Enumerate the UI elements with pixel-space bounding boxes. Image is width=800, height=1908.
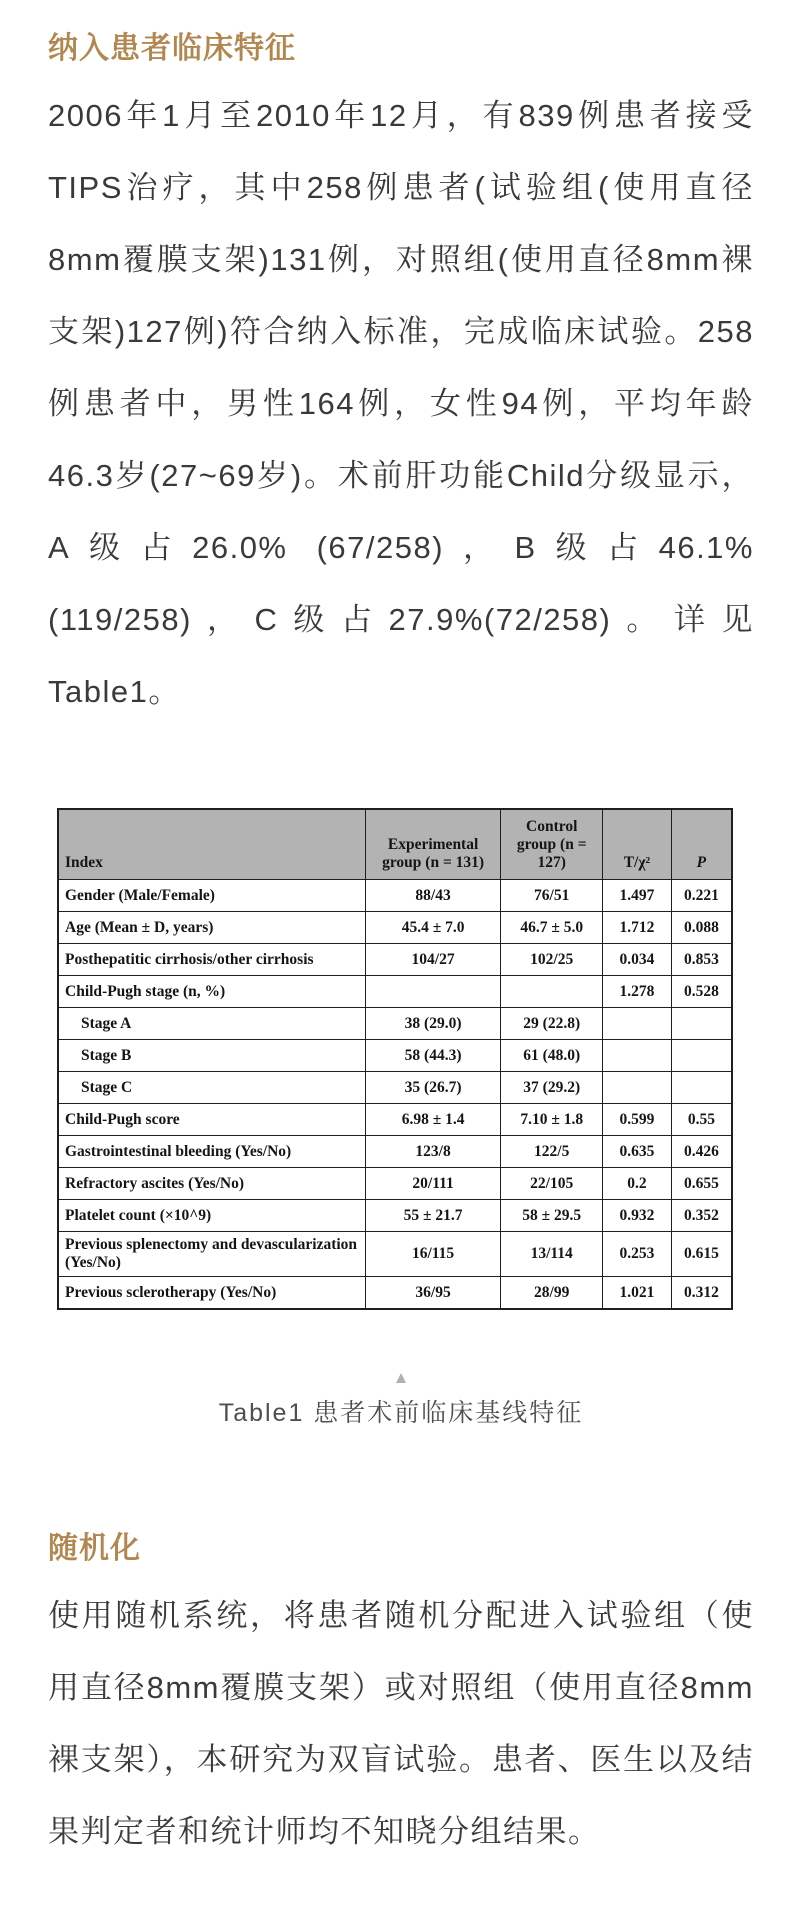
cell-t: 0.599 [603, 1104, 672, 1136]
cell-index: Stage A [58, 1008, 365, 1040]
cell-p: 0.528 [671, 976, 732, 1008]
cell-p [671, 1072, 732, 1104]
cell-t: 1.278 [603, 976, 672, 1008]
header-t-chi2: T/χ² [603, 809, 672, 880]
cell-p [671, 1008, 732, 1040]
table-row [58, 1008, 732, 1040]
table-row [58, 944, 732, 976]
cell-exp: 36/95 [365, 1277, 500, 1310]
clinical-table-container [57, 808, 754, 1310]
header-index: Index [58, 809, 365, 880]
cell-exp: 123/8 [365, 1136, 500, 1168]
cell-index: Child-Pugh score [58, 1104, 365, 1136]
randomization-paragraph: 使用随机系统，将患者随机分配进入试验组（使用直径8mm覆膜支架）或对照组（使用直径8mm裸支架），本研究为双盲试验。患者、医生以及结果判定者和统计师均不知晓分组结果。 [48, 1598, 754, 1849]
table-row [58, 1040, 732, 1072]
header-experimental-group: Experimental group (n = 131) [365, 809, 500, 880]
cell-t: 0.2 [603, 1168, 672, 1200]
cell-ctrl: 13/114 [501, 1232, 603, 1277]
randomization-section [48, 1530, 754, 1868]
cell-exp: 88/43 [365, 880, 500, 912]
cell-exp [365, 976, 500, 1008]
table-caption: Table1 患者术前临床基线特征 [218, 1399, 584, 1427]
table-header-row [58, 809, 732, 880]
cell-p: 0.655 [671, 1168, 732, 1200]
cell-ctrl: 58 ± 29.5 [501, 1200, 603, 1232]
cell-p: 0.221 [671, 880, 732, 912]
cell-exp: 38 (29.0) [365, 1008, 500, 1040]
table-row [58, 880, 732, 912]
cell-index: Refractory ascites (Yes/No) [58, 1168, 365, 1200]
cell-p: 0.088 [671, 912, 732, 944]
cell-ctrl: 76/51 [501, 880, 603, 912]
header-control-group: Control group (n = 127) [501, 809, 603, 880]
header-p-value: P [671, 809, 732, 880]
cell-t: 1.497 [603, 880, 672, 912]
cell-index: Platelet count (×10^9) [58, 1200, 365, 1232]
cell-t: 0.635 [603, 1136, 672, 1168]
cell-exp: 20/111 [365, 1168, 500, 1200]
cell-p: 0.853 [671, 944, 732, 976]
cell-p: 0.55 [671, 1104, 732, 1136]
cell-p: 0.352 [671, 1200, 732, 1232]
cell-ctrl: 29 (22.8) [501, 1008, 603, 1040]
cell-exp: 55 ± 21.7 [365, 1200, 500, 1232]
section-heading-randomization: 随机化 [48, 1532, 141, 1565]
cell-t: 0.932 [603, 1200, 672, 1232]
table-row [58, 1136, 732, 1168]
inclusion-paragraph: 2006年1月至2010年12月，有839例患者接受TIPS治疗，其中258例患者(试验组(使用直径8mm覆膜支架)131例，对照组(使用直径8mm裸支架)127例)符合纳入标准，完成临床试验。258例患者中，男性164例，女性94例，平均年龄46.3岁(27~69岁)。术前肝功能Child分级显示，A级占26.0% (67/258)，B级占46.1%(119/258)，C级占27.9%(72/258)。详见Table1。 [48, 98, 754, 709]
cell-p [671, 1040, 732, 1072]
cell-exp: 104/27 [365, 944, 500, 976]
cell-ctrl: 7.10 ± 1.8 [501, 1104, 603, 1136]
table-row [58, 1200, 732, 1232]
cell-index: Stage C [58, 1072, 365, 1104]
table-row [58, 976, 732, 1008]
cell-t [603, 1072, 672, 1104]
cell-p: 0.615 [671, 1232, 732, 1277]
cell-exp: 58 (44.3) [365, 1040, 500, 1072]
cell-ctrl: 22/105 [501, 1168, 603, 1200]
table-row [58, 1072, 732, 1104]
cell-ctrl: 102/25 [501, 944, 603, 976]
cell-exp: 35 (26.7) [365, 1072, 500, 1104]
cell-exp: 6.98 ± 1.4 [365, 1104, 500, 1136]
cell-index: Age (Mean ± D, years) [58, 912, 365, 944]
cell-index: Previous sclerotherapy (Yes/No) [58, 1277, 365, 1310]
cell-index: Gender (Male/Female) [58, 880, 365, 912]
cell-index: Gastrointestinal bleeding (Yes/No) [58, 1136, 365, 1168]
cell-exp: 16/115 [365, 1232, 500, 1277]
cell-ctrl: 61 (48.0) [501, 1040, 603, 1072]
collapse-triangle-icon: ▲ [392, 1368, 410, 1387]
table-row [58, 1232, 732, 1277]
cell-ctrl: 28/99 [501, 1277, 603, 1310]
baseline-characteristics-table [57, 808, 733, 1310]
cell-t: 0.034 [603, 944, 672, 976]
section-heading-inclusion: 纳入患者临床特征 [48, 32, 296, 65]
cell-p: 0.426 [671, 1136, 732, 1168]
table-row [58, 1168, 732, 1200]
cell-t [603, 1040, 672, 1072]
cell-t: 0.253 [603, 1232, 672, 1277]
cell-ctrl: 122/5 [501, 1136, 603, 1168]
cell-t: 1.712 [603, 912, 672, 944]
cell-ctrl: 46.7 ± 5.0 [501, 912, 603, 944]
cell-index: Posthepatitic cirrhosis/other cirrhosis [58, 944, 365, 976]
cell-index: Stage B [58, 1040, 365, 1072]
cell-ctrl [501, 976, 603, 1008]
cell-p: 0.312 [671, 1277, 732, 1310]
table-caption-block [48, 1368, 754, 1430]
cell-t: 1.021 [603, 1277, 672, 1310]
cell-ctrl: 37 (29.2) [501, 1072, 603, 1104]
cell-exp: 45.4 ± 7.0 [365, 912, 500, 944]
cell-index: Child-Pugh stage (n, %) [58, 976, 365, 1008]
cell-t [603, 1008, 672, 1040]
cell-index: Previous splenectomy and devascularization (Yes/No) [58, 1232, 365, 1277]
table-row [58, 1104, 732, 1136]
table-row [58, 1277, 732, 1310]
table-body [58, 880, 732, 1310]
table-row [58, 912, 732, 944]
